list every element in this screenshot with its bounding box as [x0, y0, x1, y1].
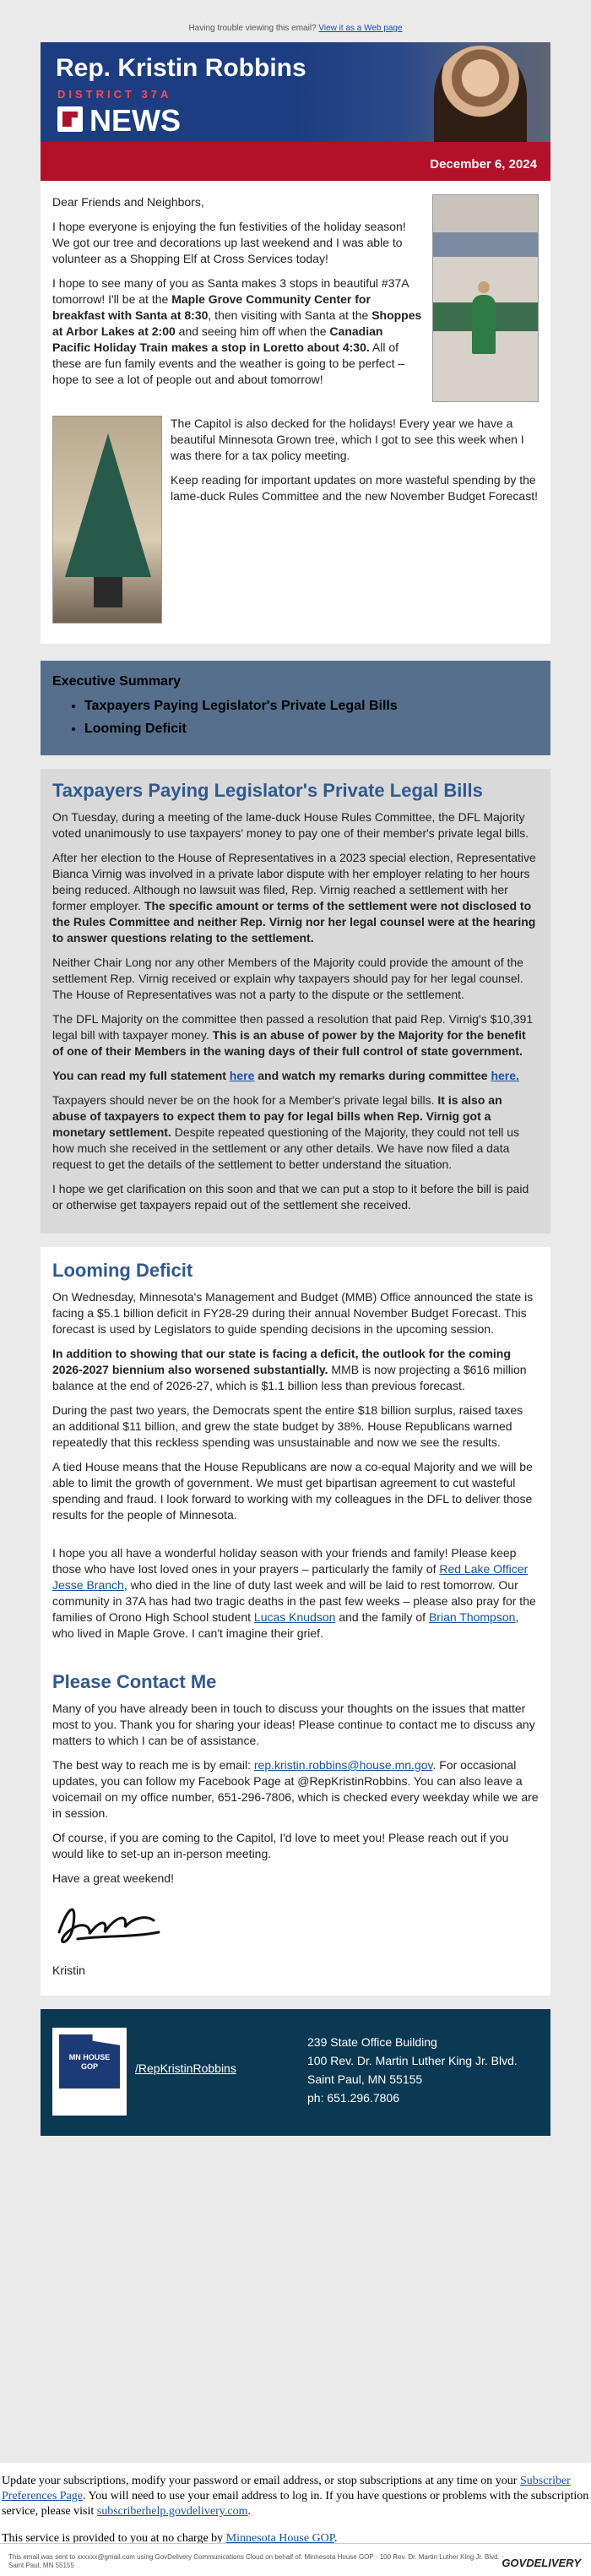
deficit-title: Looming Deficit [52, 1260, 193, 1281]
legal-paragraph-5: You can read my full statement here and watch my remarks during committee here. [52, 1069, 519, 1082]
service-text: This service is provided to you at no charge by Minnesota House GOP. [2, 2532, 338, 2545]
remarks-link[interactable]: here. [491, 1069, 519, 1082]
logo-text: MN HOUSE GOP [68, 2053, 111, 2071]
deficit-section [41, 1247, 550, 1662]
deficit-paragraph-5: I hope you all have a wonderful holiday season with your friends and family! Please keep those who have lost loved ones in your prayers – particularly the family of Red Lake Officer Jesse Branch, who died in the line of duty last week and will be laid to rest tomorrow. Our community in 37A has had two tragic deaths in the past few weeks – please also pray for the families of Orono High School student Lucas Knudson and the family of Brian Thompson, who lived in Maple Grove. I can't imagine their grief. [52, 1546, 536, 1640]
signoff: Kristin [52, 1963, 85, 1977]
fine-print: This email was sent to xxxxxx@gmail.com using GovDelivery Communications Cloud on behalf of: Minnesota House GOP · 100 Rev. Dr. Martin Luther King Jr. Blvd. · Saint Paul, MN 55155 [8, 2553, 504, 2569]
email-container [41, 42, 550, 2136]
legal-paragraph-2: After her election to the House of Representatives in a 2023 special election, Representative Bianca Virnig was involved in a private labor dispute with her employer relating to her hours being reduced. Although no lawsuit was filed, Rep. Virnig reached a settlement with her former employer. The specific amount or terms of the settlement were not disclosed to the Rules Committee and neither Rep. Virnig nor her legal counsel were at the hearing to answer questions relating to the settlement. [52, 851, 536, 945]
date-band [41, 147, 550, 181]
divider [0, 2543, 591, 2544]
legal-paragraph-3: Neither Chair Long nor any other Members of the Majority could provide the amount of the settlement Rep. Virnig received or explain why taxpayers should pay for her legal counsel. The House of Representatives was not a party to the dispute or the settlement. [52, 956, 523, 1001]
intro-paragraph-1: I hope everyone is enjoying the fun festivities of the holiday season! We got our tree and decorations up last weekend and I was able to volunteer as a Shopping Elf at Cross Services today! [52, 220, 406, 265]
executive-summary-title: Executive Summary [52, 674, 182, 689]
govdelivery-logo: GOVDELIVERY [502, 2557, 581, 2569]
legal-bills-section [41, 769, 550, 1234]
subscription-text: Update your subscriptions, modify your password or email address, or stop subscriptions at any time on your Subscriber Preferences Page. You will need to use your email address to log in. If you have questions or problems with the subscription service, please visit subscriberhelp.govdelivery.com. [2, 2475, 589, 2518]
deficit-paragraph-4: A tied House means that the House Republicans are now a co-equal Majority and we will be able to limit the growth of government. We must get bipartisan agreement to cut wasteful spending and fraud. I look forward to working with my colleagues in the DFL to deliver those results for the people of Minnesota. [52, 1460, 533, 1522]
mn-house-gop-link[interactable]: Minnesota House GOP [225, 2532, 335, 2545]
subscriber-help-link[interactable]: subscriberhelp.govdelivery.com [96, 2505, 248, 2518]
executive-summary [41, 661, 550, 755]
contact-paragraph-3: Of course, if you are coming to the Capitol, I'd love to meet you! Please reach out if you would like to set-up an in-person meeting. [52, 1831, 509, 1860]
intro-paragraph-3: The Capitol is also decked for the holidays! Every year we have a beautiful Minnesota Grown tree, which I got to see this week when I was there for a tax policy meeting. [171, 417, 524, 462]
trouble-text: Having trouble viewing this email? [188, 24, 317, 33]
district-label: DISTRICT 37A [57, 88, 172, 101]
legal-paragraph-6: Taxpayers should never be on the hook for a Member's private legal bills. It is also an abuse of taxpayers to expect them to pay for legal bills when Rep. Virnig got a monetary settlement. Despite repeated questioning of the Majority, they could not tell us how much she received in the settlement or any other details. We have now filed a data request to get the details of the settlement to better understand the situation. [52, 1093, 520, 1171]
header-banner [41, 42, 550, 147]
legal-bills-title: Taxpayers Paying Legislator's Private Legal Bills [52, 780, 483, 801]
greeting: Dear Friends and Neighbors, [52, 195, 204, 209]
intro-paragraph-4: Keep reading for important updates on more wasteful spending by the lame-duck Rules Committee and the new November Budget Forecast! [171, 473, 538, 503]
summary-item: • Looming Deficit [84, 717, 539, 740]
intro-paragraph-2: I hope to see many of you as Santa makes 3 stops in beautiful #37A tomorrow! I'll be at the Maple Grove Community Center for breakfast with Santa at 8:30, then visiting with Santa at the Shoppes at Arbor Lakes at 2:00 and seeing him off when the Canadian Pacific Holiday Train makes a stop in Loretto about 4:30. All of these are fun family events and the weather is going to be perfect – hope to see a lot of people out and about tomorrow! [52, 276, 422, 386]
statement-link[interactable]: here [229, 1069, 255, 1082]
deficit-paragraph-3: During the past two years, the Democrats spent the entire $18 billion surplus, raised taxes an additional $11 billion, and grew the state budget by 38%. House Republicans warned repeatedly that this reckless spending was unsustainable and now we see the results. [52, 1403, 523, 1449]
lucas-knudson-link[interactable]: Lucas Knudson [253, 1610, 336, 1624]
signature-image [52, 1895, 171, 1951]
summary-item: • Taxpayers Paying Legislator's Private Legal Bills [84, 694, 539, 717]
contact-paragraph-1: Many of you have already been in touch to discuss your thoughts on the issues that matter most to you. Thank you for sharing your ideas! Please continue to contact me to discuss any matters to which I can be of assistance. [52, 1702, 535, 1747]
mn-logo-icon [57, 106, 83, 132]
deficit-paragraph-1: On Wednesday, Minnesota's Management and Budget (MMB) Office announced the state is facing a $5.1 billion deficit in FY28-29 during their annual November Budget Forecast. This forecast is used by Legislators to guide spending decisions in the upcoming session. [52, 1290, 534, 1336]
shopping-elf-photo [432, 194, 539, 402]
email-link[interactable]: rep.kristin.robbins@house.mn.gov [253, 1758, 433, 1772]
brian-thompson-link[interactable]: Brian Thompson [428, 1610, 516, 1624]
contact-paragraph-4: Have a great weekend! [52, 1871, 174, 1885]
news-label: NEWS [89, 103, 181, 138]
office-address: 239 State Office Building 100 Rev. Dr. Martin Luther King Jr. Blvd. Saint Paul, MN 55155 ph: 651.296.7806 [307, 2035, 518, 2105]
contact-section [41, 1662, 550, 1996]
executive-summary-list [52, 694, 539, 740]
contact-title: Please Contact Me [52, 1671, 217, 1692]
jesse-branch-link[interactable]: Red Lake Officer Jesse Branch [52, 1562, 529, 1592]
facebook-icon[interactable]: facebook [57, 2095, 117, 2110]
issue-date: December 6, 2024 [430, 157, 537, 172]
intro-section [41, 181, 550, 644]
facebook-handle-link[interactable]: /RepKristinRobbins [135, 2061, 236, 2075]
view-as-web-page-link[interactable]: View it as a Web page [318, 24, 403, 33]
subscriber-preferences-link[interactable]: Subscriber Preferences Page [2, 2475, 571, 2502]
trouble-viewing-line [0, 24, 591, 33]
subscription-footer [0, 2474, 591, 2558]
capitol-tree-photo [52, 416, 162, 624]
deficit-paragraph-2: In addition to showing that our state is facing a deficit, the outlook for the coming 2026-2027 biennium also worsened substantially. MMB is now projecting a $616 million balance at the end of 2026-27, which is $1.1 billion less than previous forecast. [52, 1347, 527, 1392]
legal-paragraph-7: I hope we get clarification on this soon and that we can put a stop to it before the bill is paid or otherwise get taxpayers repaid out of the settlement she received. [52, 1182, 529, 1212]
representative-portrait [434, 46, 527, 147]
legal-paragraph-1: On Tuesday, during a meeting of the lame-duck House Rules Committee, the DFL Majority voted unanimously to use taxpayers' money to pay one of their member's private legal bills. [52, 810, 529, 840]
contact-paragraph-2: The best way to reach me is by email: rep.kristin.robbins@house.mn.gov. For occasional updates, you can follow my Facebook Page at @RepKristinRobbins. You can also leave a voicemail on my office number, 651-296-7806, which is checked every weekday while we are in session. [52, 1758, 539, 1820]
banner-stripe [41, 142, 550, 147]
footer [41, 2009, 550, 2136]
legal-paragraph-4: The DFL Majority on the committee then passed a resolution that paid Rep. Virnig's $10,391 legal bill with taxpayer money. This is an abuse of power by the Majority for the benefit of one of their Members in the waning days of their full control of state government. [52, 1012, 534, 1058]
newsletter-title: Rep. Kristin Robbins [56, 54, 306, 82]
